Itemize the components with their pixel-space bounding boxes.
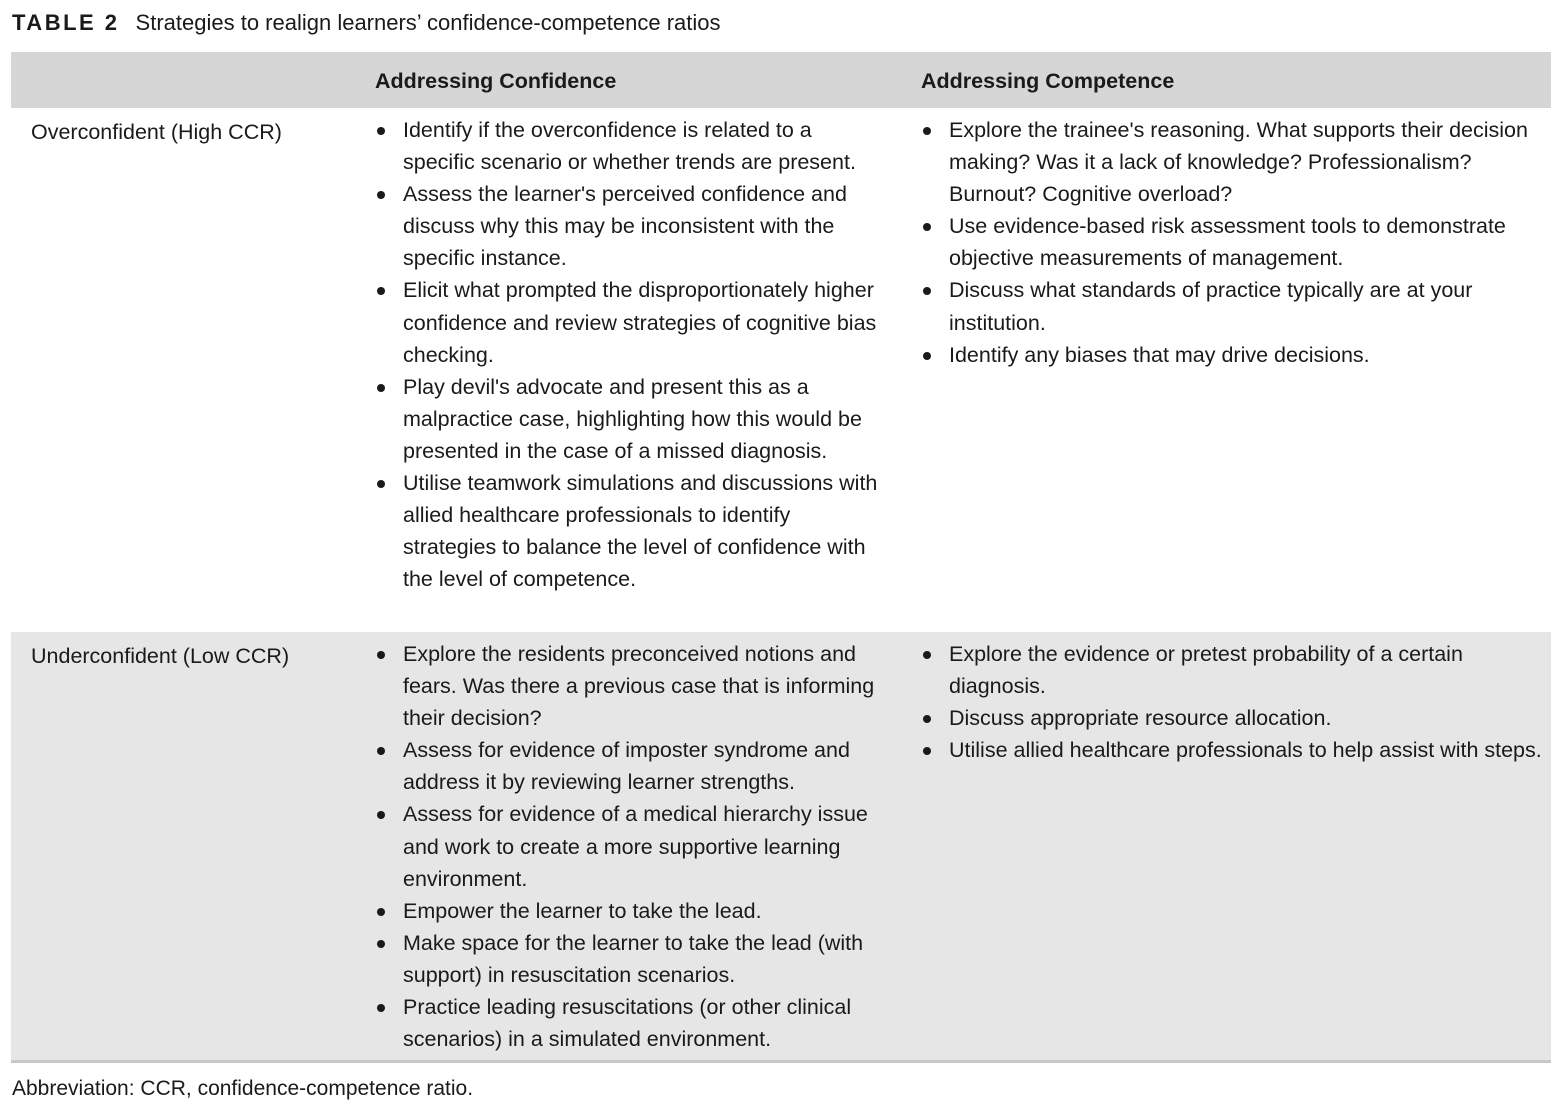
row-label-overconfident: Overconfident (High CCR) (31, 120, 282, 144)
list-item: Empower the learner to take the lead. (375, 895, 887, 927)
overconfident-confidence-list (375, 114, 887, 595)
table-title: Strategies to realign learners’ confidence-competence ratios (135, 10, 721, 35)
list-item: Discuss appropriate resource allocation. (921, 702, 1546, 734)
table-row-overconfident (11, 108, 1551, 632)
strategies-table (11, 52, 1551, 1063)
table-caption (12, 8, 721, 38)
list-item: Assess for evidence of imposter syndrome and address it by reviewing learner strengths. (375, 734, 887, 798)
list-item: Discuss what standards of practice typically are at your institution. (921, 274, 1546, 338)
list-item: Make space for the learner to take the lead (with support) in resuscitation scenarios. (375, 927, 887, 991)
list-item: Identify if the overconfidence is related to a specific scenario or whether trends are present. (375, 114, 887, 178)
list-item: Explore the evidence or pretest probability of a certain diagnosis. (921, 638, 1546, 702)
row-label-underconfident: Underconfident (Low CCR) (31, 644, 290, 668)
list-item: Utilise teamwork simulations and discussions with allied healthcare professionals to identify strategies to balance the level of confidence with the level of competence. (375, 467, 887, 595)
list-item: Elicit what prompted the disproportionately higher confidence and review strategies of cognitive bias checking. (375, 274, 887, 370)
list-item: Assess for evidence of a medical hierarchy issue and work to create a more supportive learning environment. (375, 798, 887, 894)
list-item: Identify any biases that may drive decisions. (921, 339, 1546, 371)
table-bottom-rule (11, 1060, 1551, 1063)
list-item: Explore the residents preconceived notions and fears. Was there a previous case that is informing their decision? (375, 638, 887, 734)
header-addressing-competence: Addressing Competence (921, 69, 1175, 93)
table-number: TABLE 2 (12, 10, 120, 35)
table-row-underconfident (11, 632, 1551, 1060)
underconfident-competence-list (921, 638, 1546, 766)
list-item: Explore the trainee's reasoning. What supports their decision making? Was it a lack of knowledge? Professionalism? Burnout? Cognitive overload? (921, 114, 1546, 210)
table-header-row (11, 52, 1551, 108)
list-item: Practice leading resuscitations (or other clinical scenarios) in a simulated environment. (375, 991, 887, 1055)
underconfident-confidence-list (375, 638, 887, 1055)
table-footnote: Abbreviation: CCR, confidence-competence ratio. (12, 1077, 474, 1100)
list-item: Assess the learner's perceived confidence and discuss why this may be inconsistent with the specific instance. (375, 178, 887, 274)
overconfident-competence-list (921, 114, 1546, 371)
list-item: Utilise allied healthcare professionals to help assist with steps. (921, 734, 1546, 766)
header-addressing-confidence: Addressing Confidence (375, 69, 617, 93)
list-item: Play devil's advocate and present this as a malpractice case, highlighting how this would be presented in the case of a missed diagnosis. (375, 371, 887, 467)
list-item: Use evidence-based risk assessment tools to demonstrate objective measurements of management. (921, 210, 1546, 274)
